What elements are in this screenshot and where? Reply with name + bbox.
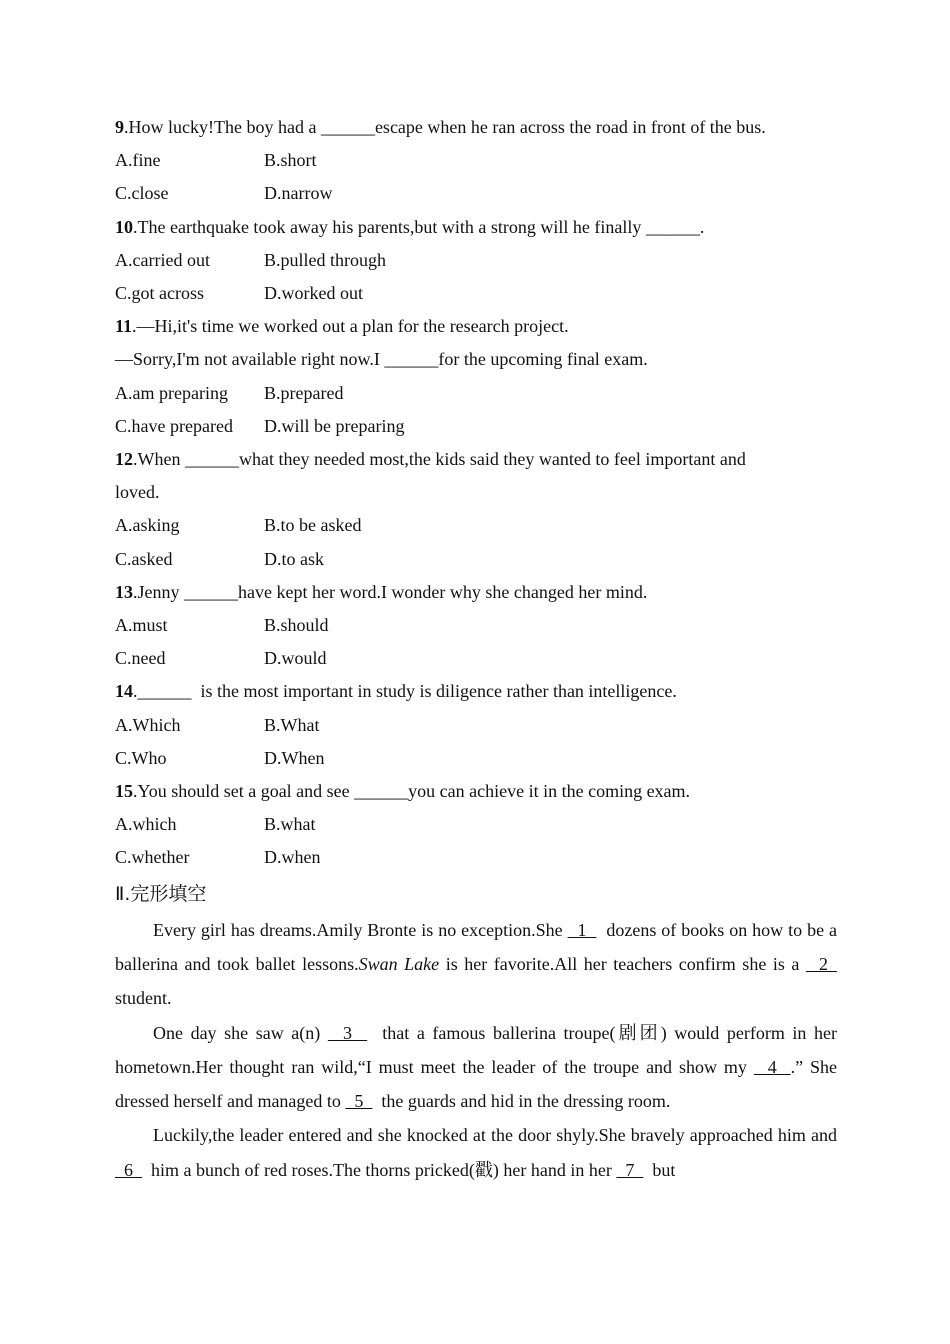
question-14	[115, 675, 837, 775]
blank-3: 3	[327, 1022, 368, 1043]
question-text: 11.—Hi,it's time we worked out a plan for the research project.	[115, 316, 569, 337]
option-b: B.What	[264, 714, 320, 735]
question-13	[115, 576, 837, 676]
question-15	[115, 775, 837, 875]
option-row	[115, 841, 837, 874]
option-d: D.will be preparing	[264, 415, 405, 436]
option-d: D.When	[264, 747, 325, 768]
option-d: D.would	[264, 648, 327, 669]
blank-5: 5	[345, 1091, 373, 1112]
question-text: 14.______ is the most important in study is diligence rather than intelligence.	[115, 681, 677, 702]
question-10	[115, 211, 837, 311]
option-c: C.asked	[115, 548, 173, 569]
option-b: B.to be asked	[264, 515, 362, 536]
question-text-line-2: loved.	[115, 482, 160, 503]
document-page	[115, 111, 847, 1187]
option-row	[115, 144, 837, 177]
italic-title: Swan Lake	[358, 953, 440, 974]
option-row	[115, 609, 837, 642]
option-c: C.have prepared	[115, 415, 233, 436]
option-c: C.whether	[115, 847, 190, 868]
blank-4: 4	[753, 1056, 791, 1077]
option-a: A.fine	[115, 150, 161, 171]
option-row	[115, 509, 837, 542]
question-9	[115, 111, 837, 211]
passage-paragraph-3: Luckily,the leader entered and she knocked at the door shyly.She bravely approached him and 6 him a bunch of red roses.The thorns pricked(戳) her hand in her 7 but	[115, 1125, 837, 1180]
blank-1: 1	[567, 919, 597, 940]
question-text-line-2: —Sorry,I'm not available right now.I ______for the upcoming final exam.	[115, 349, 648, 370]
option-a: A.Which	[115, 714, 181, 735]
passage-paragraph-2: One day she saw a(n) 3 that a famous ballerina troupe(剧团) would perform in her hometown.Her thought ran wild,“I must meet the leader of the troupe and show my 4 .” She dressed herself and managed to 5 the guards and hid in the dressing room.	[115, 1022, 842, 1112]
option-c: C.need	[115, 648, 166, 669]
option-c: C.close	[115, 183, 169, 204]
question-text: 9.How lucky!The boy had a ______escape when he ran across the road in front of the bus.	[115, 117, 766, 137]
option-a: A.must	[115, 615, 168, 636]
option-b: B.short	[264, 150, 317, 171]
option-d: D.when	[264, 847, 321, 868]
passage-paragraph-1: Every girl has dreams.Amily Bronte is no exception.She 1 dozens of books on how to be a ballerina and took ballet lessons.Swan Lake is her favorite.All her teachers confirm she is a 2 student.	[115, 919, 847, 1009]
option-row	[115, 277, 837, 310]
option-b: B.pulled through	[264, 249, 386, 270]
question-text: 10.The earthquake took away his parents,but with a strong will he finally ______.	[115, 216, 705, 237]
blank-2: 2	[805, 953, 838, 974]
option-row	[115, 808, 837, 841]
option-row	[115, 709, 837, 742]
question-12	[115, 443, 837, 576]
option-row	[115, 642, 837, 675]
option-a: A.carried out	[115, 249, 210, 270]
blank-6: 6	[115, 1159, 142, 1180]
question-text: 13.Jenny ______have kept her word.I wonder why she changed her mind.	[115, 581, 648, 602]
option-b: B.prepared	[264, 382, 344, 403]
option-d: D.to ask	[264, 548, 324, 569]
option-a: A.asking	[115, 515, 180, 536]
option-row	[115, 543, 837, 576]
option-c: C.Who	[115, 747, 167, 768]
option-a: A.which	[115, 814, 177, 835]
blank-7: 7	[616, 1159, 644, 1180]
option-a: A.am preparing	[115, 382, 228, 403]
question-11	[115, 310, 837, 443]
option-d: D.narrow	[264, 183, 333, 204]
option-row	[115, 410, 837, 443]
option-row	[115, 177, 837, 210]
section-title: Ⅱ.完形填空	[115, 882, 207, 905]
option-d: D.worked out	[264, 283, 363, 304]
option-row	[115, 244, 837, 277]
question-text: 15.You should set a goal and see ______you can achieve it in the coming exam.	[115, 781, 691, 802]
question-text: 12.When ______what they needed most,the kids said they wanted to feel important and	[115, 449, 746, 470]
option-c: C.got across	[115, 283, 204, 304]
option-b: B.what	[264, 814, 316, 835]
option-b: B.should	[264, 615, 329, 636]
option-row	[115, 377, 837, 410]
option-row	[115, 742, 837, 775]
